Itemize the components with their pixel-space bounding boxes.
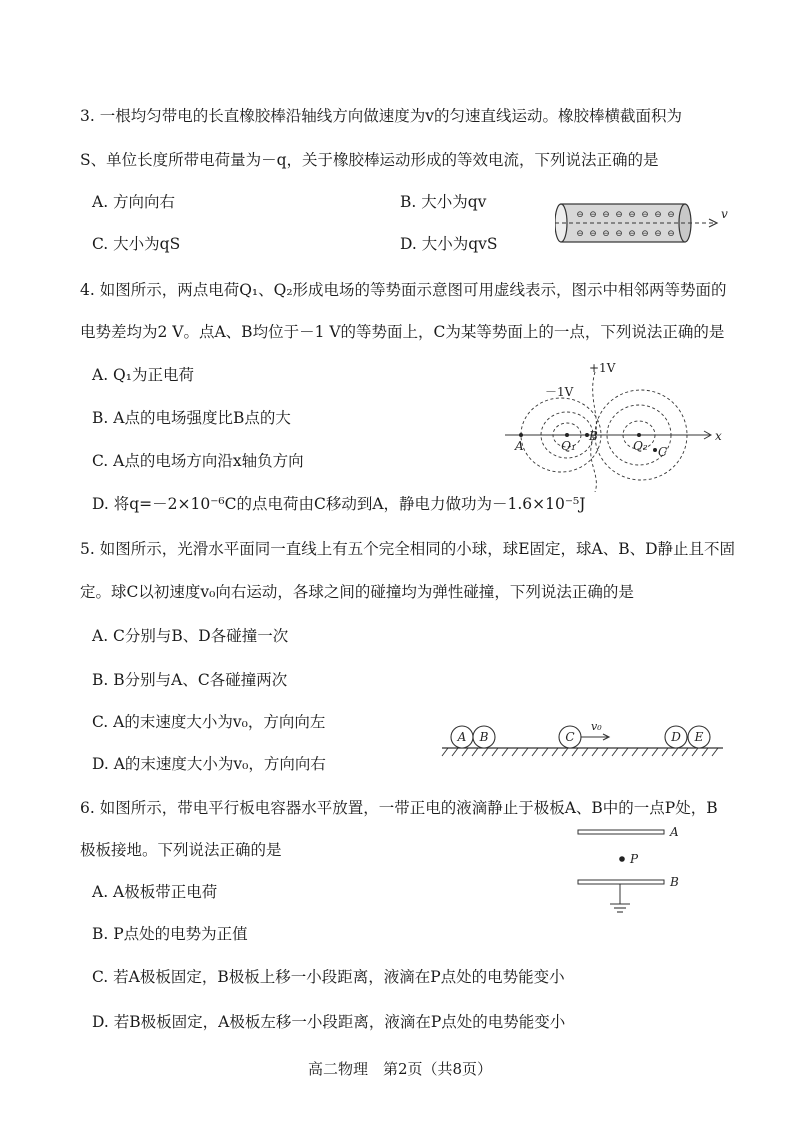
q3-rubber-rod-figure (555, 200, 735, 248)
charge-symbol: ⊖ (628, 229, 636, 239)
droplet-p (619, 856, 625, 862)
charge-symbol: ⊖ (615, 229, 623, 239)
label-q1: Q₁ (561, 439, 576, 453)
label-x: x (715, 429, 722, 443)
q5-balls-figure (440, 716, 725, 760)
charge-symbol: ⊖ (589, 229, 597, 239)
ball-e-label: E (694, 730, 704, 744)
q3-option-a: A. 方向向右 (92, 193, 176, 211)
ground-hatching (442, 748, 718, 756)
q6-stem-line1: 6. 如图所示，带电平行板电容器水平放置，一带正电的液滴静止于极板A、B中的一点P处，B (80, 799, 718, 817)
charge-symbol: ⊖ (667, 210, 675, 220)
charge-symbol: ⊖ (641, 210, 649, 220)
charge-symbol: ⊖ (654, 210, 662, 220)
ball-a-label: A (457, 730, 467, 744)
point-a (519, 433, 523, 437)
q4-option-a: A. Q₁为正电荷 (92, 366, 194, 384)
q5-option-d: D. A的末速度大小为v₀，方向向右 (92, 755, 326, 773)
ball-d-label: D (671, 730, 681, 744)
charge-symbol: ⊖ (576, 229, 584, 239)
label-q2: Q₂ (633, 439, 648, 453)
q5-stem-line1: 5. 如图所示，光滑水平面同一直线上有五个完全相同的小球，球E固定，球A、B、D静止且不固 (80, 540, 736, 558)
q6-option-a: A. A极板带正电荷 (92, 883, 218, 901)
q5-stem-line2: 定。球C以初速度v₀向右运动，各球之间的碰撞均为弹性碰撞，下列说法正确的是 (80, 583, 634, 601)
plate-b (578, 880, 664, 884)
ball-b-label: B (479, 730, 489, 744)
charge-symbol: ⊖ (602, 210, 610, 220)
charge-symbol: ⊖ (641, 229, 649, 239)
label-b: B (670, 875, 679, 889)
q5-option-c: C. A的末速度大小为v₀，方向向左 (92, 713, 326, 731)
q4-option-b: B. A点的电场强度比B点的大 (92, 409, 291, 427)
charge-symbol: ⊖ (589, 210, 597, 220)
charge-symbol: ⊖ (602, 229, 610, 239)
q5-option-a: A. C分别与B、D各碰撞一次 (92, 627, 289, 645)
label-a: A (670, 825, 679, 839)
q6-option-b: B. P点处的电势为正值 (92, 925, 248, 943)
q5-option-b: B. B分别与A、C各碰撞两次 (92, 671, 288, 689)
velocity-label: v (721, 207, 728, 221)
charge-symbol: ⊖ (576, 210, 584, 220)
q4-stem-line1: 4. 如图所示，两点电荷Q₁、Q₂形成电场的等势面示意图可用虚线表示，图示中相邻两等势面的 (80, 281, 727, 299)
q3-stem-line1: 3. 一根均匀带电的长直橡胶棒沿轴线方向做速度为v的匀速直线运动。橡胶棒横截面积为 (80, 107, 682, 125)
charge-q2 (637, 433, 641, 437)
point-c (653, 448, 657, 452)
label-c: C (658, 445, 668, 459)
charge-symbol: ⊖ (667, 229, 675, 239)
q4-option-c: C. A点的电场方向沿x轴负方向 (92, 452, 304, 470)
charge-q1 (565, 433, 569, 437)
ball-c-label: C (565, 730, 575, 744)
q3-option-c: C. 大小为qS (92, 235, 181, 253)
q4-option-d: D. 将q=－2×10⁻⁶C的点电荷由C移动到A，静电力做功为－1.6×10⁻⁵J (92, 495, 586, 513)
q4-equipotential-figure (505, 360, 730, 492)
q3-option-d: D. 大小为qvS (400, 235, 498, 253)
charge-symbol: ⊖ (654, 229, 662, 239)
charge-symbol: ⊖ (615, 210, 623, 220)
q4-stem-line2: 电势差均为2 V。点A、B均位于－1 V的等势面上，C为某等势面上的一点，下列说法正确的是 (80, 323, 725, 341)
charge-symbol: ⊖ (628, 210, 636, 220)
page-footer: 高二物理 第2页（共8页） (307, 1060, 493, 1078)
label-a: A (515, 439, 524, 453)
velocity-label: v₀ (591, 720, 602, 733)
q6-option-d: D. 若B极板固定，A极板左移一小段距离，液滴在P点处的电势能变小 (92, 1013, 566, 1031)
label-minus1v: －1V (545, 385, 574, 399)
q6-capacitor-figure (570, 822, 690, 920)
label-b: B (589, 429, 598, 443)
label-plus1v: +1V (589, 361, 616, 375)
q3-option-b: B. 大小为qv (400, 193, 487, 211)
plate-a (578, 830, 664, 834)
q3-stem-line2: S、单位长度所带电荷量为－q，关于橡胶棒运动形成的等效电流，下列说法正确的是 (80, 151, 659, 169)
q6-option-c: C. 若A极板固定，B极板上移一小段距离，液滴在P点处的电势能变小 (92, 968, 565, 986)
q6-stem-line2: 极板接地。下列说法正确的是 (80, 841, 282, 859)
label-p: P (630, 852, 639, 866)
